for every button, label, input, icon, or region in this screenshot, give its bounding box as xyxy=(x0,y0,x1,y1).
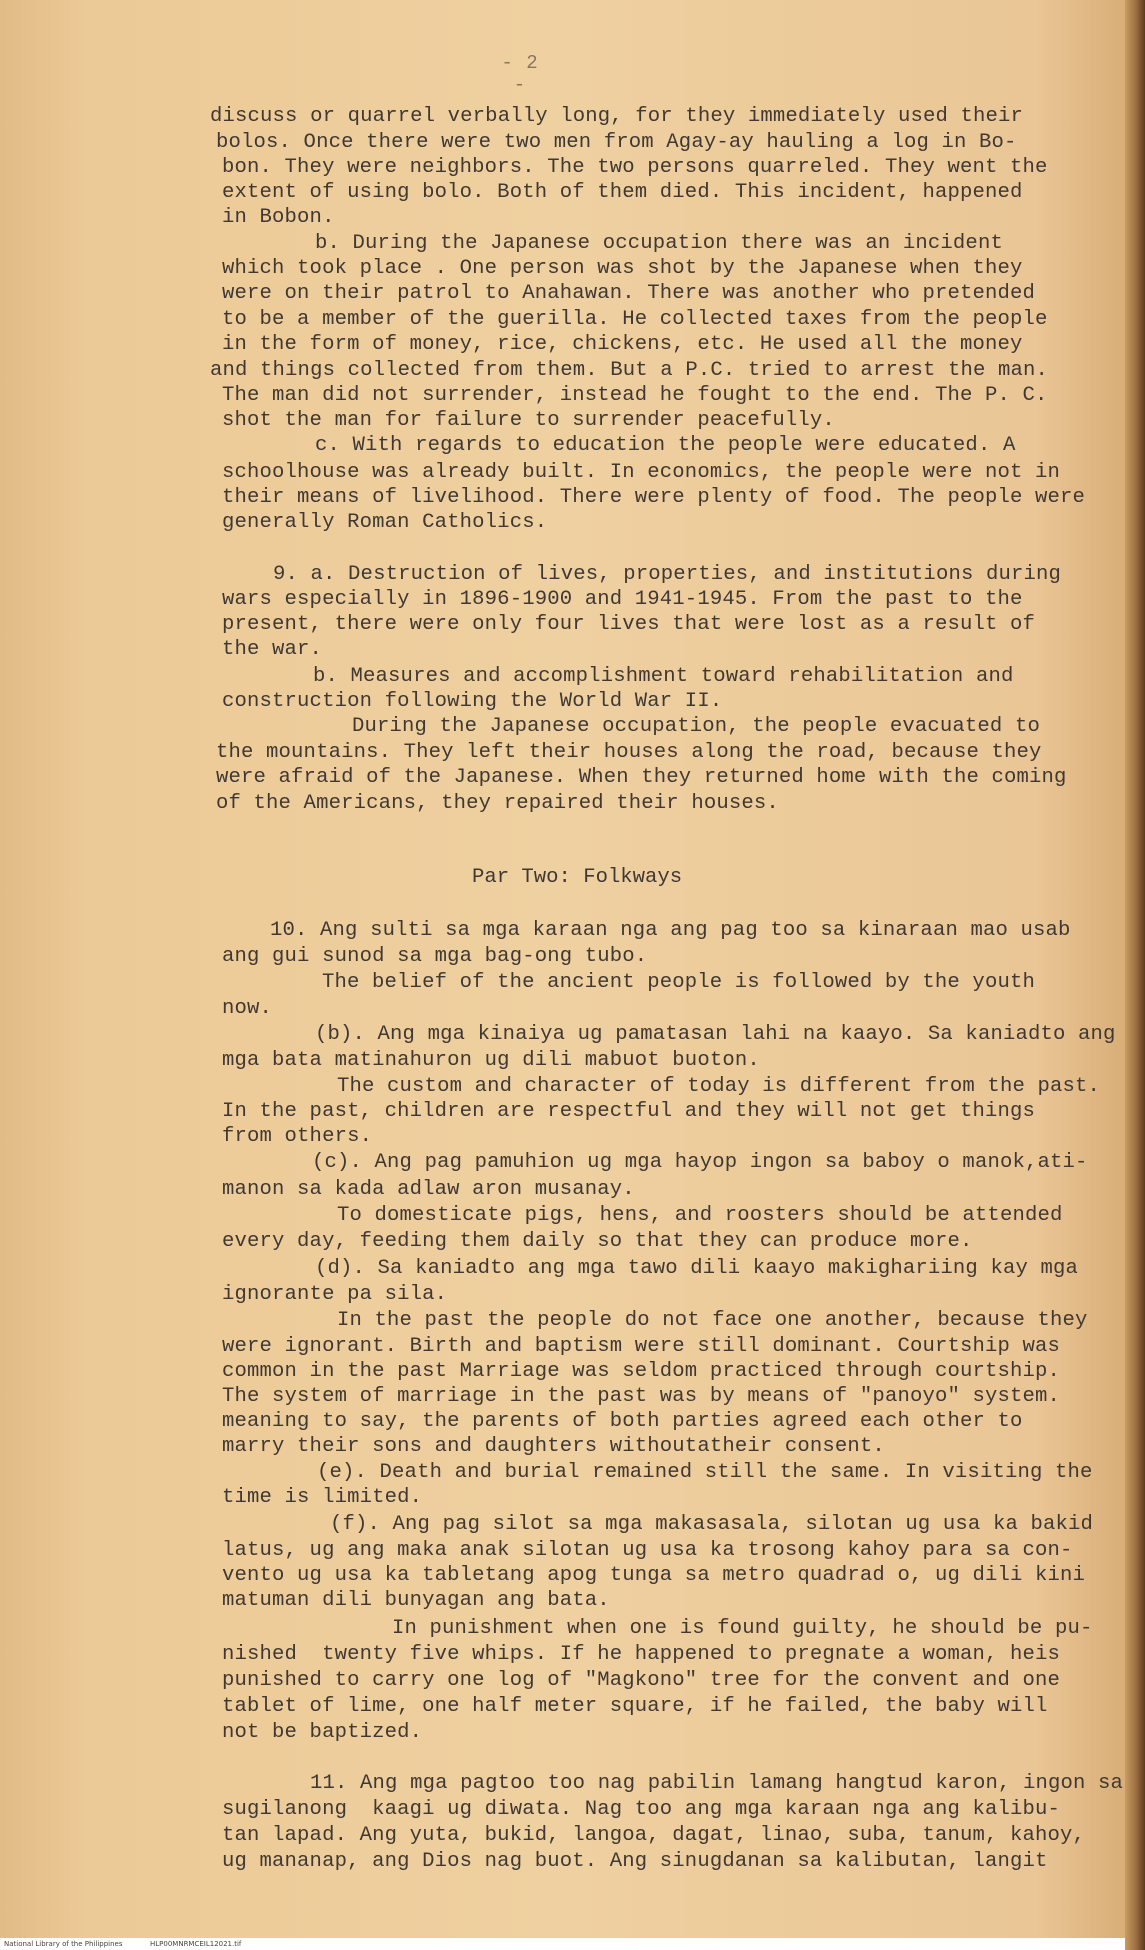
text-line: the mountains. They left their houses along the road, because they xyxy=(216,741,1042,764)
text-line: b. During the Japanese occupation there was an incident xyxy=(315,232,1003,255)
text-line: time is limited. xyxy=(222,1486,423,1509)
text-line: ignorante pa sila. xyxy=(222,1283,448,1306)
text-line: from others. xyxy=(222,1125,373,1148)
text-line: meaning to say, the parents of both parties agreed each other to xyxy=(222,1410,1023,1433)
text-line: In the past the people do not face one another, because they xyxy=(337,1309,1088,1332)
scan-footer xyxy=(0,1938,1125,1950)
text-line: vento ug usa ka tabletang apog tunga sa metro quadrad o, ug dili kini xyxy=(222,1564,1086,1587)
text-line: which took place . One person was shot by the Japanese when they xyxy=(222,257,1023,280)
text-line: in the form of money, rice, chickens, etc. He used all the money xyxy=(222,333,1023,356)
text-line: the war. xyxy=(222,638,323,661)
text-line: During the Japanese occupation, the people evacuated to xyxy=(352,715,1040,738)
text-line: not be baptized. xyxy=(222,1721,423,1744)
text-line: wars especially in 1896-1900 and 1941-1945. From the past to the xyxy=(222,588,1023,611)
text-line: In punishment when one is found guilty, he should be pu- xyxy=(392,1617,1093,1640)
text-line: to be a member of the guerilla. He collected taxes from the people xyxy=(222,308,1048,331)
text-line: of the Americans, they repaired their houses. xyxy=(216,792,779,815)
text-line: matuman dili bunyagan ang bata. xyxy=(222,1589,610,1612)
page-number: - 2 - xyxy=(501,52,539,96)
footer-left: National Library of the Philippines xyxy=(4,1940,123,1948)
text-line: (b). Ang mga kinaiya ug pamatasan lahi na kaayo. Sa kaniadto ang xyxy=(315,1023,1116,1046)
text-line: and things collected from them. But a P.C. tried to arrest the man. xyxy=(210,359,1049,382)
text-line: ang gui sunod sa mga bag-ong tubo. xyxy=(222,945,648,968)
text-line: (e). Death and burial remained still the same. In visiting the xyxy=(317,1461,1093,1484)
text-line: The belief of the ancient people is followed by the youth xyxy=(322,971,1035,994)
section-heading: Par Two: Folkways xyxy=(472,866,683,889)
text-line: present, there were only four lives that were lost as a result of xyxy=(222,613,1036,636)
text-line: 10. Ang sulti sa mga karaan nga ang pag too sa kinaraan mao usab xyxy=(270,919,1071,942)
text-line: extent of using bolo. Both of them died. This incident, happened xyxy=(222,181,1023,204)
text-line: their means of livelihood. There were plenty of food. The people were xyxy=(222,486,1086,509)
text-line: schoolhouse was already built. In economics, the people were not in xyxy=(222,461,1061,484)
text-line: shot the man for failure to surrender peacefully. xyxy=(222,409,835,432)
text-line: sugilanong kaagi ug diwata. Nag too ang mga karaan nga ang kalibu- xyxy=(222,1798,1061,1821)
text-line: construction following the World War II. xyxy=(222,690,723,713)
text-line: discuss or quarrel verbally long, for they immediately used their xyxy=(210,105,1024,128)
text-line: were afraid of the Japanese. When they returned home with the coming xyxy=(216,766,1067,789)
text-line: generally Roman Catholics. xyxy=(222,511,548,534)
text-line: in Bobon. xyxy=(222,206,335,229)
text-line: (d). Sa kaniadto ang mga tawo dili kaayo makighariing kay mga xyxy=(315,1257,1079,1280)
text-line: every day, feeding them daily so that they can produce more. xyxy=(222,1230,973,1253)
text-line: c. With regards to education the people were educated. A xyxy=(315,434,1016,457)
page-edge xyxy=(1125,0,1145,1950)
text-line: manon sa kada adlaw aron musanay. xyxy=(222,1178,635,1201)
text-line: In the past, children are respectful and they will not get things xyxy=(222,1100,1036,1123)
text-line: (c). Ang pag pamuhion ug mga hayop ingon sa baboy o manok,ati- xyxy=(312,1151,1088,1174)
text-line: The man did not surrender, instead he fought to the end. The P. C. xyxy=(222,384,1048,407)
text-line: common in the past Marriage was seldom practiced through courtship. xyxy=(222,1360,1061,1383)
text-line: ug mananap, ang Dios nag buot. Ang sinugdanan sa kalibutan, langit xyxy=(222,1850,1048,1873)
text-line: bolos. Once there were two men from Agay-ay hauling a log in Bo- xyxy=(216,131,1017,154)
text-line: bon. They were neighbors. The two persons quarreled. They went the xyxy=(222,156,1048,179)
text-line: b. Measures and accomplishment toward rehabilitation and xyxy=(313,665,1014,688)
text-line: punished to carry one log of "Magkono" tree for the convent and one xyxy=(222,1669,1061,1692)
text-line: were ignorant. Birth and baptism were still dominant. Courtship was xyxy=(222,1335,1061,1358)
text-line: To domesticate pigs, hens, and roosters should be attended xyxy=(337,1204,1063,1227)
text-line: tablet of lime, one half meter square, if he failed, the baby will xyxy=(222,1695,1048,1718)
text-line: latus, ug ang maka anak silotan ug usa ka trosong kahoy para sa con- xyxy=(222,1539,1073,1562)
text-line: The custom and character of today is different from the past. xyxy=(337,1075,1101,1098)
text-line: (f). Ang pag silot sa mga makasasala, silotan ug usa ka bakid xyxy=(330,1513,1094,1536)
text-line: now. xyxy=(222,997,273,1020)
text-line: nished twenty five whips. If he happened to pregnate a woman, heis xyxy=(222,1643,1061,1666)
text-line: tan lapad. Ang yuta, bukid, langoa, dagat, linao, suba, tanum, kahoy, xyxy=(222,1824,1086,1847)
text-line: 9. a. Destruction of lives, properties, and institutions during xyxy=(273,563,1062,586)
text-line: mga bata matinahuron ug dili mabuot buoton. xyxy=(222,1049,760,1072)
text-line: 11. Ang mga pagtoo too nag pabilin lamang hangtud karon, ingon sa xyxy=(310,1772,1124,1795)
text-line: marry their sons and daughters withoutatheir consent. xyxy=(222,1435,885,1458)
text-line: were on their patrol to Anahawan. There was another who pretended xyxy=(222,282,1036,305)
footer-right: HLP00MNRMCEIL12021.tif xyxy=(150,1940,242,1948)
text-line: The system of marriage in the past was by means of "panoyo" system. xyxy=(222,1385,1061,1408)
